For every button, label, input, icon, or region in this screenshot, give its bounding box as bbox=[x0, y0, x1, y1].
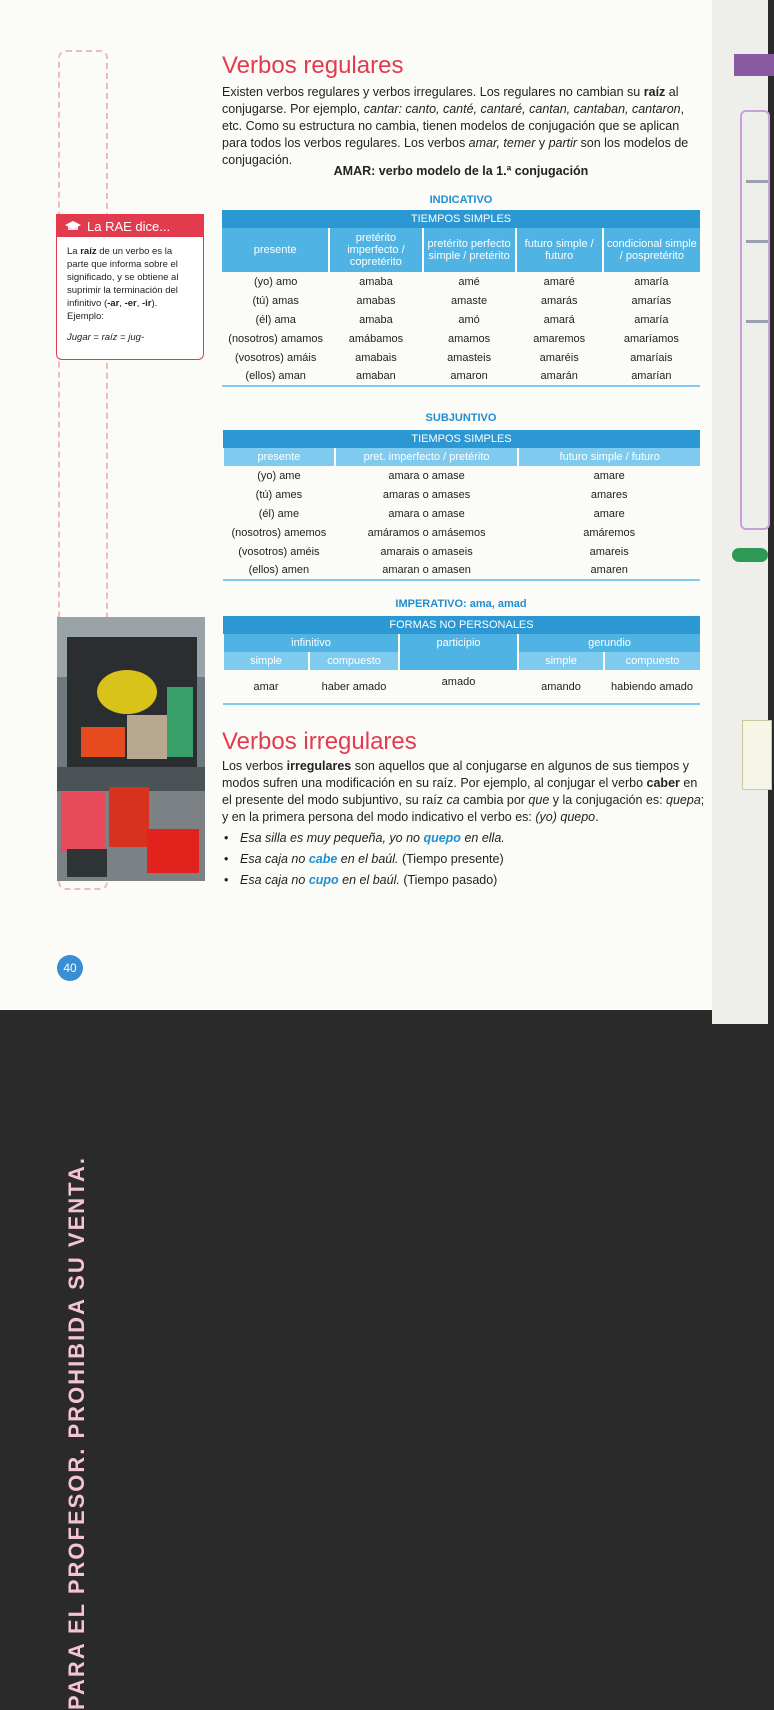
table-row bbox=[223, 561, 700, 580]
cell: amaba bbox=[359, 313, 393, 326]
cell: amaste bbox=[451, 294, 488, 307]
irregulares-paragraph: Los verbos irregulares son aquellos que al conjugarse en algunos de sus tiempos y modos sufren una modificación en su raíz. Por ejemplo, al conjugar el verbo caber en el presente del modo subjuntivo, su raíz ca cambia por que y la conjugación es: quepa; y en la primera persona del modo indicativo el verbo es: (yo) quepo. bbox=[222, 759, 705, 824]
cell: (ellos) amen bbox=[223, 561, 335, 580]
cell: amaban bbox=[329, 367, 422, 386]
cell: (nosotros) amemos bbox=[231, 526, 327, 539]
cell: amarías bbox=[631, 294, 672, 307]
watermark-text: PARA EL PROFESOR. PROHIBIDA SU VENTA. bbox=[64, 1156, 89, 1710]
table-row bbox=[222, 291, 700, 310]
graduation-cap-icon bbox=[65, 221, 81, 231]
cell: amábamos bbox=[348, 332, 404, 345]
cell: amara o amase bbox=[388, 507, 465, 520]
subheader: simple bbox=[518, 652, 604, 670]
subjuntivo-table bbox=[222, 430, 700, 581]
cell: amaríais bbox=[630, 351, 673, 364]
rae-header bbox=[57, 215, 203, 237]
cell: amar bbox=[223, 670, 309, 704]
car-trunk-photo bbox=[57, 617, 205, 881]
table-row bbox=[222, 329, 700, 348]
cell: amarás bbox=[540, 294, 578, 307]
cell: amaremos bbox=[533, 332, 586, 345]
section-title-regulares: Verbos regulares bbox=[222, 52, 404, 79]
cell: amare bbox=[593, 507, 625, 520]
cell: amaré bbox=[543, 275, 575, 288]
rae-definition: La raíz de un verbo es la parte que informa sobre el significado, y se obtiene al suprimir la terminación del infinitivo (-ar, -er, -ir). Ejemplo: bbox=[67, 246, 179, 322]
table-row bbox=[223, 504, 700, 523]
cell: amado bbox=[399, 670, 518, 704]
model-title: AMAR: verbo modelo de la 1.ª conjugación bbox=[333, 164, 589, 178]
subjuntivo-label: SUBJUNTIVO bbox=[425, 412, 497, 424]
adjacent-note-box bbox=[742, 720, 772, 790]
col-header: pretérito perfecto simple / pretérito bbox=[423, 228, 516, 272]
cell: habiendo amado bbox=[604, 670, 700, 704]
cell: amares bbox=[590, 488, 628, 501]
cell: amáramos o amásemos bbox=[367, 526, 486, 539]
example-item: • Esa silla es muy pequeña, yo no quepo en ella. bbox=[222, 828, 712, 849]
examples-list bbox=[222, 828, 712, 891]
cell: amara o amase bbox=[388, 469, 465, 482]
subheader: simple bbox=[223, 652, 309, 670]
table-row bbox=[222, 310, 700, 329]
cell: (él) ama bbox=[255, 313, 296, 326]
rae-title: La RAE dice... bbox=[87, 218, 171, 234]
cell: haber amado bbox=[309, 670, 399, 704]
cell: amabas bbox=[356, 294, 396, 307]
cell: amareis bbox=[589, 545, 629, 558]
cell: (nosotros) amamos bbox=[228, 332, 324, 345]
adjacent-line bbox=[746, 180, 768, 183]
table-row bbox=[222, 272, 700, 291]
cell: (él) ame bbox=[258, 507, 300, 520]
cell: (tú) amas bbox=[252, 294, 299, 307]
indicativo-label: INDICATIVO bbox=[429, 194, 493, 206]
group-header-infinitivo: infinitivo bbox=[223, 634, 399, 652]
cell: amaría bbox=[634, 313, 669, 326]
col-header: pretérito imperfecto / copretérito bbox=[329, 228, 422, 272]
adjacent-page-edge bbox=[712, 0, 768, 1024]
table-row bbox=[223, 466, 700, 485]
table-row bbox=[223, 523, 700, 542]
cell: amarais o amaseis bbox=[380, 545, 473, 558]
table-row bbox=[223, 542, 700, 561]
group-header-gerundio: gerundio bbox=[518, 634, 700, 652]
cell: amé bbox=[458, 275, 480, 288]
formas-band: FORMAS NO PERSONALES bbox=[223, 616, 700, 634]
cell: amasteis bbox=[447, 351, 492, 364]
cell: amará bbox=[543, 313, 575, 326]
col-header: futuro simple / futuro bbox=[516, 228, 603, 272]
example-item: • Esa caja no cabe en el baúl. (Tiempo presente) bbox=[222, 849, 712, 870]
cell: amaras o amases bbox=[382, 488, 471, 501]
subheader: compuesto bbox=[604, 652, 700, 670]
col-header: presente bbox=[223, 448, 335, 466]
col-header: futuro simple / futuro bbox=[518, 448, 700, 466]
formas-no-personales-table bbox=[222, 616, 700, 705]
adjacent-green-tab bbox=[732, 548, 768, 562]
adjacent-title-bar bbox=[734, 54, 774, 76]
section-title-irregulares: Verbos irregulares bbox=[222, 728, 417, 755]
cell: amaréis bbox=[539, 351, 579, 364]
cell: (yo) ame bbox=[257, 469, 301, 482]
adjacent-line bbox=[746, 240, 768, 243]
rae-body bbox=[57, 237, 203, 344]
col-header: condicional simple / pospretérito bbox=[603, 228, 700, 272]
subheader: compuesto bbox=[309, 652, 399, 670]
group-header-participio: participio bbox=[399, 634, 518, 670]
example-item: • Esa caja no cupo en el baúl. (Tiempo pasado) bbox=[222, 870, 712, 891]
cell: amaron bbox=[423, 367, 516, 386]
cell: amabais bbox=[355, 351, 397, 364]
col-header: presente bbox=[222, 228, 329, 272]
rae-note-box bbox=[56, 214, 204, 360]
cell: amamos bbox=[447, 332, 491, 345]
indicativo-table bbox=[222, 210, 700, 387]
cell: (yo) amo bbox=[253, 275, 298, 288]
cell: amaren bbox=[518, 561, 700, 580]
imperativo-label: IMPERATIVO: ama, amad bbox=[395, 598, 527, 610]
adjacent-line bbox=[746, 320, 768, 323]
col-header: pret. imperfecto / pretérito bbox=[335, 448, 519, 466]
cell: amaría bbox=[634, 275, 669, 288]
cell: (vosotros) amáis bbox=[235, 351, 317, 364]
cell: (tú) ames bbox=[255, 488, 303, 501]
table-row bbox=[222, 348, 700, 367]
cell: amaran o amasen bbox=[335, 561, 519, 580]
cell: (vosotros) améis bbox=[238, 545, 320, 558]
cell: amarían bbox=[603, 367, 700, 386]
table-row bbox=[222, 367, 700, 386]
table-row bbox=[223, 485, 700, 504]
cell: amando bbox=[518, 670, 604, 704]
cell: amarán bbox=[516, 367, 603, 386]
cell: amare bbox=[593, 469, 625, 482]
regulares-paragraph: Existen verbos regulares y verbos irregulares. Los regulares no cambian su raíz al conjugarse. Por ejemplo, cantar: canto, canté, cantaré, cantan, cantaban, cantaron, etc. Como su estructura no cambia, tienen modelos de conjugación que se aplican para todos los verbos regulares. Los verbos amar, temer y partir son los modelos de conjugación. bbox=[222, 85, 689, 167]
cell: (ellos) aman bbox=[222, 367, 329, 386]
rae-example: Jugar = raíz = jug- bbox=[67, 332, 145, 343]
subjuntivo-band: TIEMPOS SIMPLES bbox=[223, 430, 700, 448]
cell: amáremos bbox=[583, 526, 636, 539]
cell: amaríamos bbox=[623, 332, 679, 345]
page-number: 40 bbox=[57, 955, 83, 981]
cell: amó bbox=[458, 313, 480, 326]
cell: amaba bbox=[359, 275, 393, 288]
indicativo-band: TIEMPOS SIMPLES bbox=[222, 210, 700, 228]
